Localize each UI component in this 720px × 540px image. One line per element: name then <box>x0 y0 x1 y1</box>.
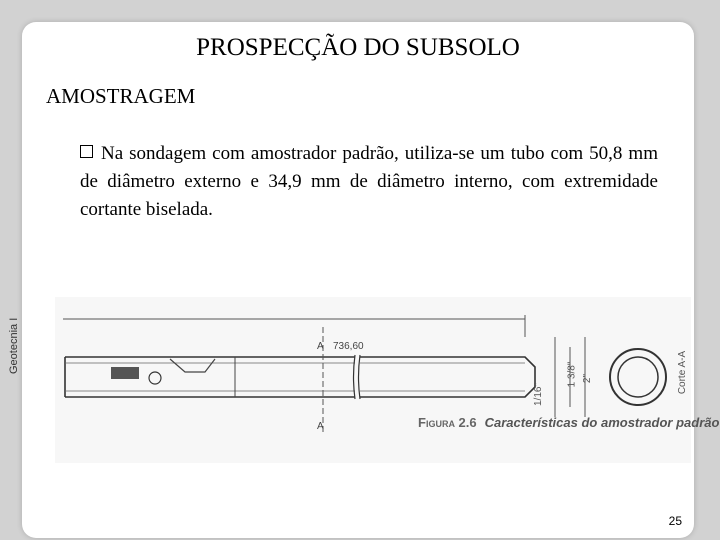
slide-subtitle: AMOSTRAGEM <box>46 84 196 108</box>
bullet-paragraph <box>80 140 658 224</box>
slide-title: PROSPECÇÃO DO SUBSOLO <box>196 34 520 61</box>
section-label-top: A <box>317 341 324 352</box>
side-label: Geotecnia I <box>8 317 20 374</box>
dimension-middle: 1 3/8" <box>566 361 578 388</box>
bullet-text: Na sondagem com amostrador padrão, utiliza-se um tubo com 50,8 mm de diâmetro externo e 34,9 mm de diâmetro interno, com extremidade cortante biselada. <box>80 143 658 220</box>
figure-number: Figura 2.6 <box>418 415 477 430</box>
dimension-right: 2" <box>582 373 594 384</box>
figure-caption-text: Características do amostrador padrão <box>484 415 720 430</box>
dimension-left: 1/16" <box>533 382 545 407</box>
section-label-bottom: A <box>317 421 324 432</box>
page-number: 25 <box>668 514 682 528</box>
sampler-figure <box>55 297 720 463</box>
figure-caption <box>418 415 719 430</box>
cut-label: Corte A-A <box>677 350 689 395</box>
checkbox-bullet-icon <box>80 145 93 158</box>
slide <box>8 22 720 538</box>
sampler-drawing <box>55 297 691 463</box>
length-dimension: 736,60 <box>333 341 364 352</box>
